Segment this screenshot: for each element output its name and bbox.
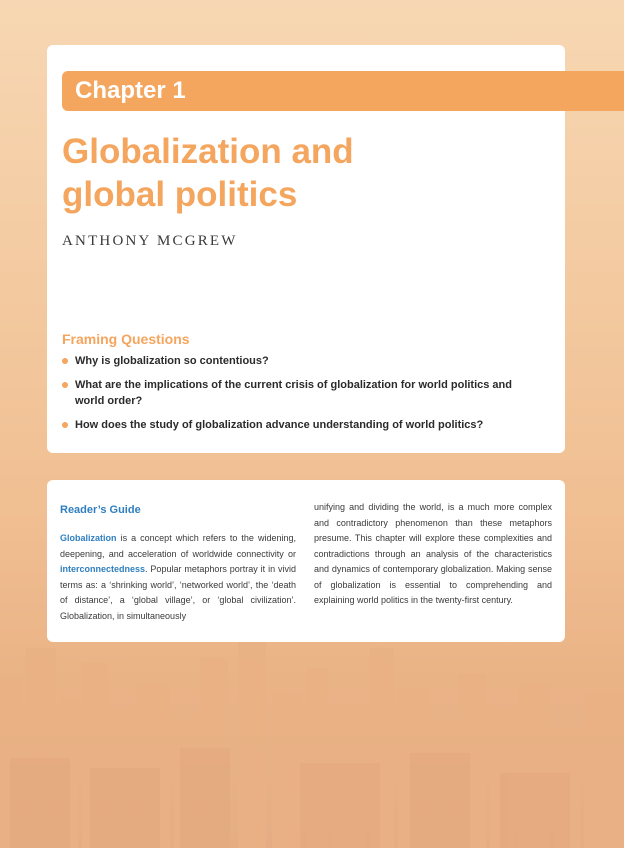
framing-question-text: What are the implications of the current crisis of globalization for world politics and world order? (75, 379, 512, 407)
framing-question-text: Why is globalization so contentious? (75, 355, 269, 367)
chapter-title (62, 130, 482, 216)
bullet-icon (62, 358, 68, 364)
bullet-icon (62, 382, 68, 388)
framing-question (62, 353, 542, 369)
readers-guide-column-right (314, 500, 552, 609)
readers-guide-column-left (60, 531, 296, 624)
chapter-title-line2: global politics (62, 175, 298, 214)
framing-question-text: How does the study of globalization advance understanding of world politics? (75, 419, 484, 431)
chapter-title-line1: Globalization and (62, 132, 354, 171)
framing-questions-heading: Framing Questions (62, 331, 190, 347)
glossary-term-link[interactable]: Globalization (60, 533, 117, 543)
framing-questions-list (62, 353, 542, 441)
bullet-icon (62, 422, 68, 428)
framing-question (62, 377, 542, 409)
readers-guide-text: unifying and dividing the world, is a much more complex and contradictory phenomenon than these metaphors presume. This chapter will explore these complexities and contradictions through an analysis of the characteristics and dynamics of contemporary globalization. Making sense of globalization is essential to comprehending and explaining world politics in the twenty-first century. (314, 502, 552, 605)
chapter-label: Chapter 1 (75, 77, 186, 104)
chapter-banner (62, 71, 624, 111)
glossary-term-link[interactable]: interconnectedness (60, 564, 146, 574)
framing-question (62, 417, 542, 433)
readers-guide-heading: Reader’s Guide (60, 504, 141, 516)
readers-guide-text: is a concept which refers to the widening, deepening, and acceleration of worldwide connectivity or (60, 533, 296, 559)
readers-guide-text: . Popular metaphors portray it in vivid terms as: a ‘shrinking world’, ‘networked world’, the ‘death of distance’, a ‘global village’, or ‘global civilization’. Globalization, in simultaneously (60, 564, 296, 621)
author-name: ANTHONY MCGREW (62, 233, 238, 249)
